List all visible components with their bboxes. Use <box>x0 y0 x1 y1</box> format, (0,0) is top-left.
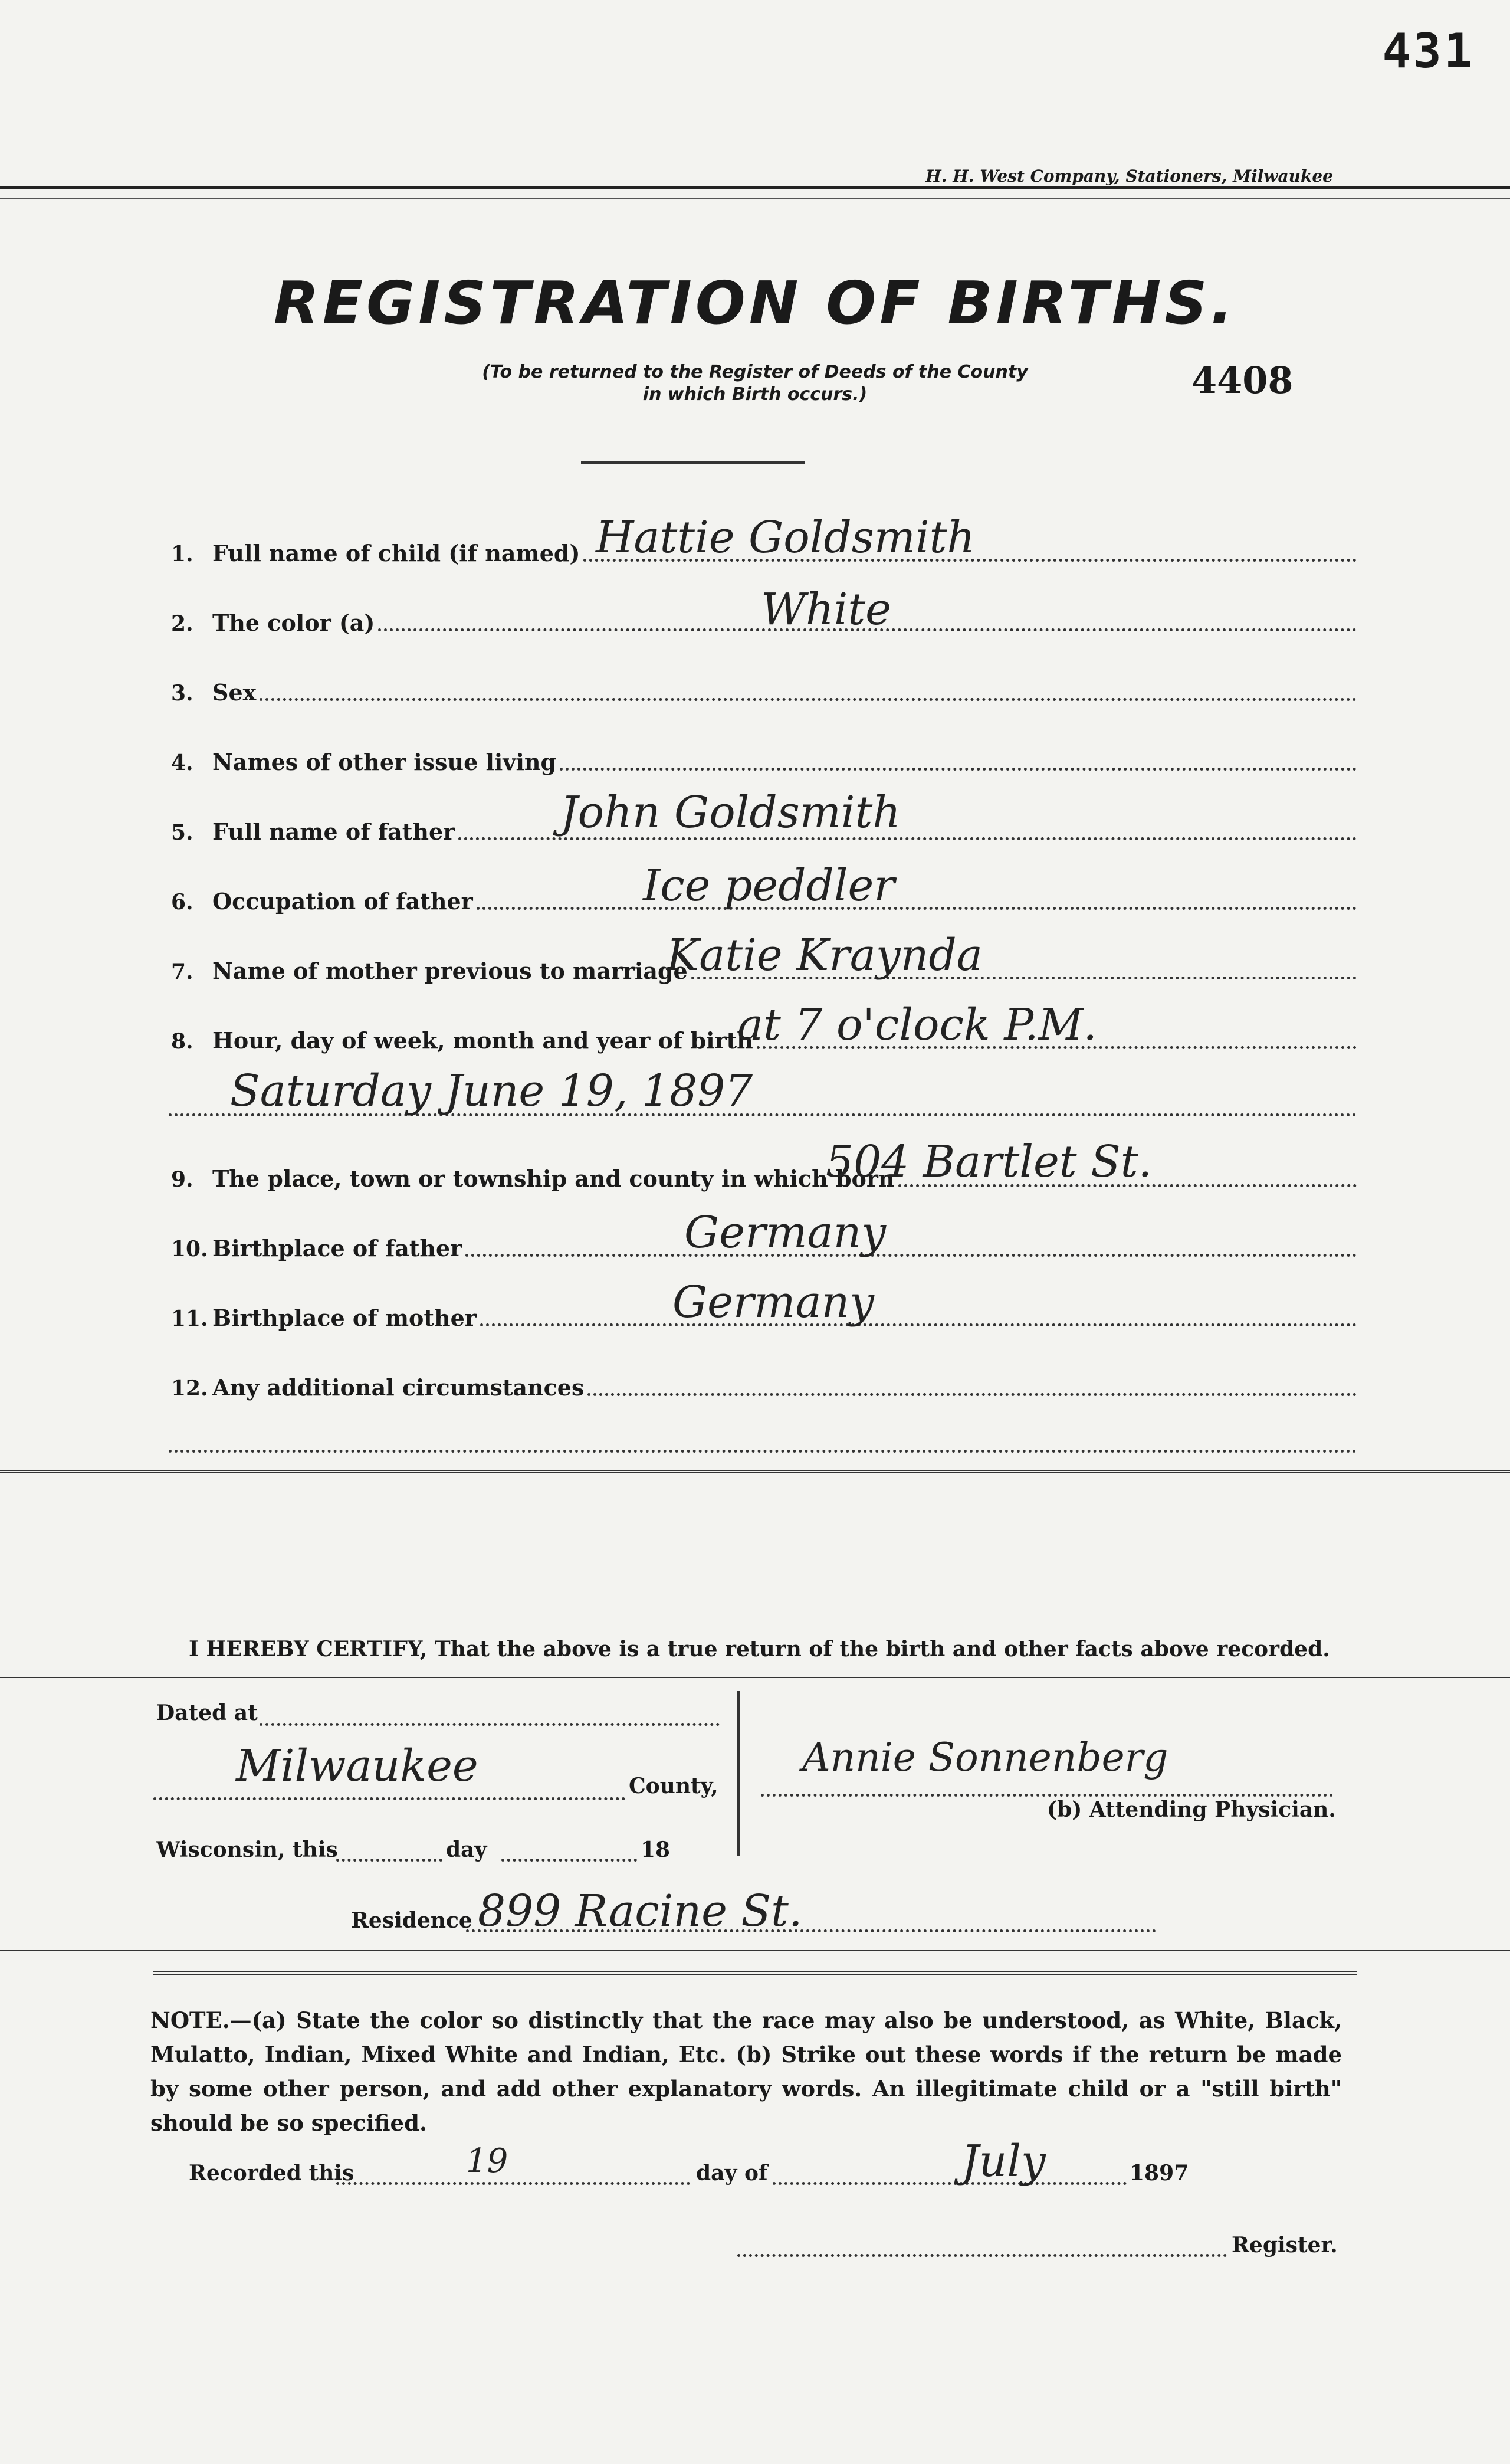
fill-line <box>560 765 1357 771</box>
field-number: 11. <box>171 1306 208 1331</box>
residence-divider <box>0 1950 1510 1952</box>
birth-date-value: Saturday June 19, 1897 <box>230 1066 753 1116</box>
dated-at-label: Dated at <box>156 1700 258 1725</box>
field-number: 1. <box>171 542 193 566</box>
fill-line <box>587 1391 1357 1396</box>
field-label: Names of other issue living <box>212 749 557 775</box>
form-subtitle <box>448 361 1062 406</box>
form-title: REGISTRATION OF BIRTHS. <box>273 268 1237 338</box>
title-divider <box>581 461 805 464</box>
field-number: 5. <box>171 820 193 845</box>
physician-signature: Annie Sonnenberg <box>802 1735 1168 1780</box>
top-rule-thin <box>0 198 1510 199</box>
certify-column-divider <box>737 1691 740 1856</box>
birth-place-value: 504 Bartlet St. <box>826 1136 1153 1187</box>
stationer-imprint: H. H. West Company, Stationers, Milwaukee <box>925 166 1333 186</box>
page-number: 431 <box>1382 24 1475 78</box>
fill-line <box>477 905 1357 910</box>
field-label: The color (a) <box>212 610 375 636</box>
field-number: 12. <box>171 1376 208 1401</box>
field-number: 2. <box>171 611 193 636</box>
recorded-year: 1897 <box>1130 2161 1189 2186</box>
day-of-label: day of <box>696 2161 768 2186</box>
field-number: 4. <box>171 751 193 775</box>
day-line <box>336 1859 442 1862</box>
field-label: Full name of father <box>212 818 455 845</box>
fill-line <box>465 1251 1357 1257</box>
wisconsin-label: Wisconsin, this <box>156 1837 338 1862</box>
register-label: Register. <box>1232 2233 1338 2257</box>
field-label: Hour, day of week, month and year of birth <box>212 1027 753 1054</box>
recorded-month-value: July <box>961 2136 1046 2187</box>
county-line <box>153 1797 625 1800</box>
section-divider <box>0 1470 1510 1473</box>
field-label: The place, town or township and county in which born <box>212 1165 895 1192</box>
field-row-3 <box>171 664 1357 706</box>
recorded-label: Recorded this <box>189 2161 354 2186</box>
field-label: Full name of child (if named) <box>212 540 580 566</box>
field-number: 10. <box>171 1237 208 1262</box>
top-rule <box>0 186 1510 189</box>
signature-line <box>761 1794 1333 1797</box>
field-label: Any additional circumstances <box>212 1374 585 1401</box>
field-number: 3. <box>171 681 193 706</box>
field-row-12 <box>171 1359 1357 1401</box>
color-value: White <box>761 584 891 635</box>
father-birthplace-value: Germany <box>684 1207 887 1258</box>
field-row-9 <box>171 1151 1357 1192</box>
field-row-4 <box>171 734 1357 775</box>
field-label: Name of mother previous to marriage <box>212 958 688 984</box>
field-number: 9. <box>171 1167 193 1192</box>
field-row-12-continued <box>165 1416 1357 1457</box>
note-divider <box>153 1971 1357 1975</box>
residence-label: Residence <box>351 1908 472 1933</box>
father-occupation-value: Ice peddler <box>643 860 895 911</box>
county-label: County, <box>629 1774 718 1798</box>
residence-value: 899 Racine St. <box>478 1886 803 1937</box>
field-label: Occupation of father <box>212 888 473 915</box>
fill-line <box>169 1447 1357 1453</box>
birth-hour-value: at 7 o'clock P.M. <box>737 1000 1097 1050</box>
month-line <box>501 1859 637 1862</box>
day-label: day <box>446 1837 487 1862</box>
field-label: Sex <box>212 679 257 706</box>
subtitle-line-2: in which Birth occurs.) <box>642 384 868 405</box>
registration-number: 4408 <box>1191 359 1294 402</box>
field-label: Birthplace of father <box>212 1235 462 1262</box>
field-label: Birthplace of mother <box>212 1305 477 1331</box>
county-value: Milwaukee <box>236 1741 478 1791</box>
register-line <box>737 2254 1227 2257</box>
child-name-value: Hattie Goldsmith <box>596 512 976 563</box>
field-number: 7. <box>171 959 193 984</box>
subtitle-line-1: (To be returned to the Register of Deeds of the County <box>482 362 1028 382</box>
certify-divider <box>0 1676 1510 1678</box>
dated-at-line <box>260 1723 720 1726</box>
father-name-value: John Goldsmith <box>560 787 901 838</box>
field-number: 8. <box>171 1029 193 1054</box>
recorded-day-value: 19 <box>466 2142 508 2180</box>
recorded-day-line <box>336 2182 690 2185</box>
year-prefix: 18 <box>641 1837 671 1862</box>
note-text: NOTE.—(a) State the color so distinctly that the race may also be understood, as White, Black, Mulatto, Indian, Mixed White and Indian, Etc. (b) Strike out these words if the return be made by some other person, and add other explanatory words. An illegitimate child or a "still birth" should be so specified. <box>150 2007 1342 2136</box>
field-number: 6. <box>171 890 193 915</box>
fill-line <box>480 1321 1357 1326</box>
recorded-month-line <box>773 2182 1127 2185</box>
certify-statement: I HEREBY CERTIFY, That the above is a true return of the birth and other facts above recorded. <box>189 1637 1330 1662</box>
mother-birthplace-value: Germany <box>672 1277 875 1328</box>
fill-line <box>260 696 1357 701</box>
mother-maiden-name-value: Katie Kraynda <box>667 930 983 981</box>
physician-label: (b) Attending Physician. <box>1047 1797 1336 1822</box>
